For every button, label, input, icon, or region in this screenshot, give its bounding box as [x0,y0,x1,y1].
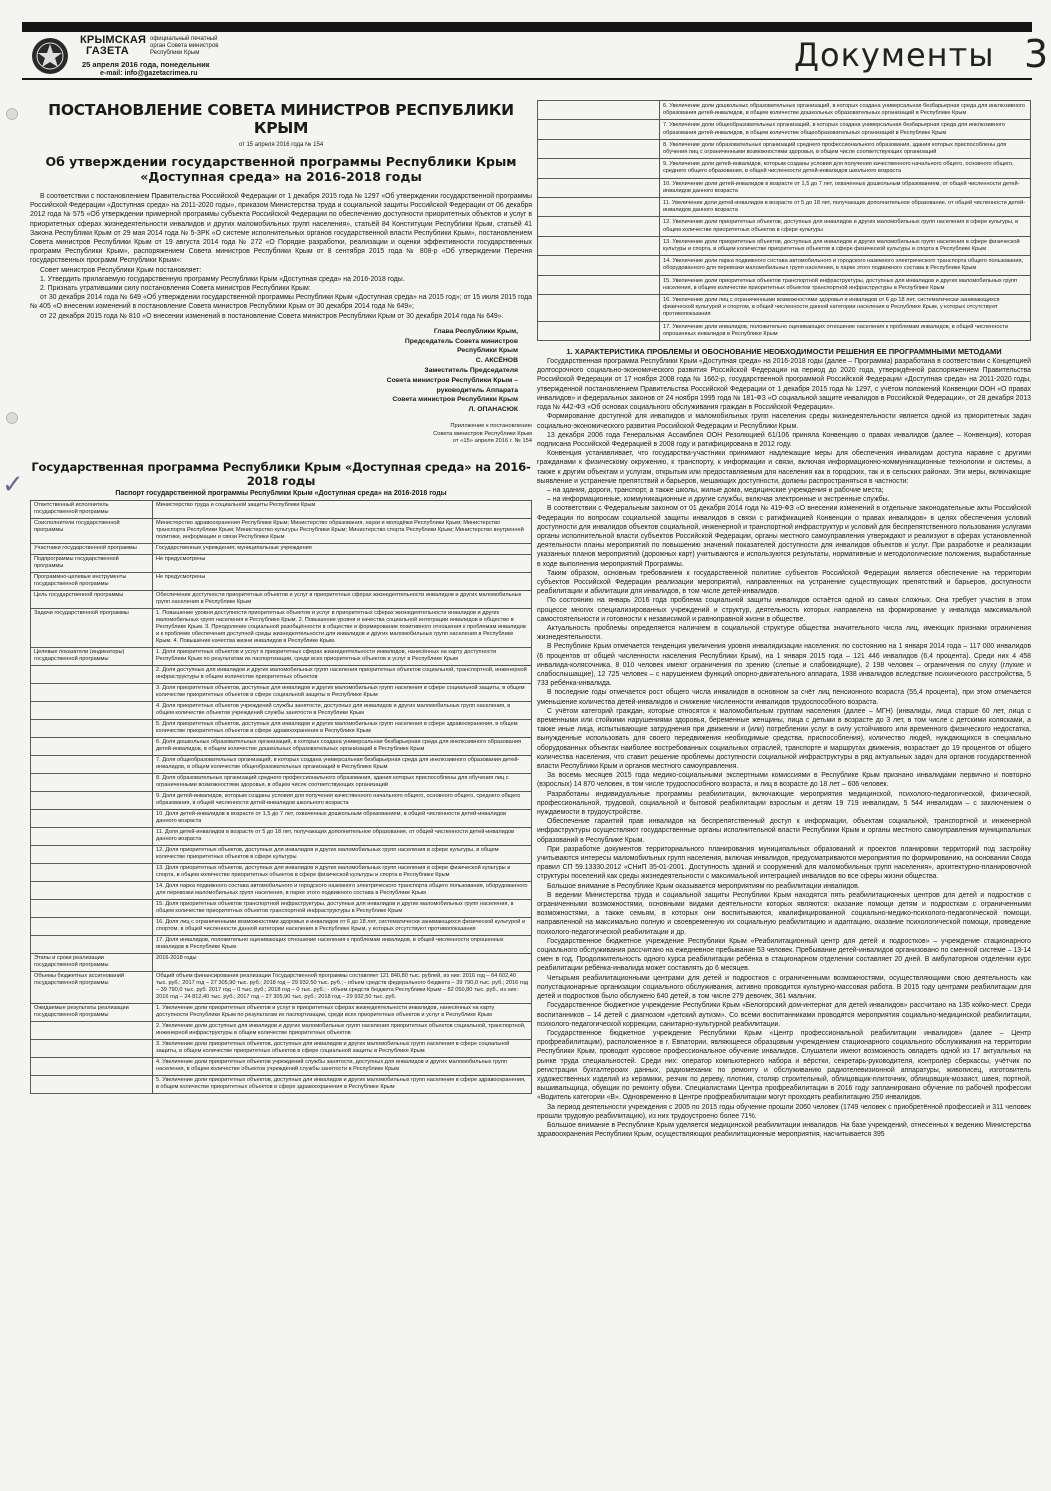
row-value: 13. Увеличение доли приоритетных объектов, доступных для инвалидов и других маломобильных групп населения в сфере физической культуры и спорта, в общем количестве приоритетных объектов в сфере физической культуры и спорта в Республике Крым [660,236,1031,255]
table-row [538,101,1031,120]
table-row [31,1003,532,1021]
row-value: 6. Доля дошкольных образовательных организаций, в которых создана универсальная безбарьерная среда для инклюзивного образования детей-инвалидов, в общем количестве дошкольных образовательных организаций в Республике Крым [153,737,532,755]
row-label [31,845,153,863]
contact-email[interactable]: e-mail: info@gazetacrimea.ru [100,70,198,77]
section-title: Документы [794,36,995,74]
row-value: 4. Увеличение доли приоритетных объектов учреждений службы занятости, доступных для инвалидов и других маломобильных групп населения, в общем количестве объектов учреждений службы занятости в Республике Крым [153,1057,532,1075]
table-row [31,608,532,647]
table-row [31,737,532,755]
row-value: 16. Увеличение доли лиц с ограниченными возможностями здоровья и инвалидов от 6 до 18 лет, систематически занимающихся физической культурой и спортом, в общей численности данной категории населения в Республике Крым, у которых отсутствуют противопоказания [660,295,1031,322]
row-label [31,791,153,809]
binder-hole [6,412,18,424]
row-label: Подпрограммы государственной программы [31,554,153,572]
section-paragraph: Государственное бюджетное учреждение Республики Крым «Центр профессиональной реабилитации инвалидов» (далее – Центр профреабилитации), расположенное в г. Евпатории, являющееся образцовым учреждением стационарного социального обслуживания на территории Республики Крым, проводит курсовое профессиональное обучение инвалидов. Слушатели имеют возможность овладеть одной из 17 актуальных на рынке труда специальностей. Среди них: оператор компьютерного набора и вёрстки, секретарь-руководителя, контролёр сберкассы, учётчик по регистрации бухгалтерских данных, радиомеханик по ремонту и обслуживанию радиотелевизионной аппаратуры, живописец, изготовитель художественных изделий из керамики, резчик по дереву, плотник, столяр строительный, облицовщик-плиточник, облицовщик-мозаист, швея, портной, вышивальщица, обувщик по ремонту обуви. Специалистами Центра профреабилитации в 2016 году запланировано обучение по рабочей профессии «Водитель категории «В». Одновременно в Центре профреабилитации могут проходить реабилитацию 250 инвалидов. [537,1029,1031,1102]
issue-date: 25 апреля 2016 года, понедельник [82,60,210,69]
row-value: 1. Доля приоритетных объектов и услуг в приоритетных сферах жизнедеятельности инвалидов, нанесённых на карту доступности Республики Крым по результатам их паспортизации, среди всех приоритетных объектов и услуг в Республике Крым [153,647,532,665]
row-label: Объемы бюджетных ассигнований государственной программы [31,971,153,1003]
row-label [538,236,660,255]
passport-table [30,500,532,1094]
table-row [31,683,532,701]
table-row [31,500,532,518]
signature-line: Заместитель Председателя [424,367,518,375]
row-value: Государственные учреждения; муниципальные учреждения [153,543,532,554]
section-paragraph: Государственное бюджетное учреждение Республики Крым «Реабилитационный центр для детей и подростков» – учреждение стационарного социального обслуживания рассчитано на ежедневное пребывание 53 человек. Пребывание детей-инвалидов организовано по сменной системе – 13-14 смен в год. Продолжительность одного курса реабилитации ребёнка в стационарном отделении составляет 20 дней. В амбулаторном отделении курс реабилитации ребёнка-инвалида может составлять до 6 месяцев. [537,937,1031,973]
table-row [31,719,532,737]
row-value: Обеспечение доступности приоритетных объектов и услуг в приоритетных сферах жизнедеятельности инвалидов и других маломобильных групп населения в Республике Крым [153,590,532,608]
table-row [31,1075,532,1093]
row-value: 2. Доля доступных для инвалидов и других маломобильных групп населения приоритетных объектов социальной, транспортной, инженерной инфраструктуры в общем количестве приоритетных объектов [153,665,532,683]
table-row [31,899,532,917]
row-label [538,256,660,275]
row-value: 3. Увеличение доли приоритетных объектов, доступных для инвалидов и других маломобильных групп населения в сфере социальной защиты, в общем количестве приоритетных объектов в сфере социальной защиты в Республике Крым [153,1039,532,1057]
section-paragraph: Разработаны индивидуальные программы реабилитации, включающие мероприятия медицинской, психолого-педагогической, физической, профессиональной, трудовой, социальной и бытовой реабилитации взрослым и детям 19 719 инвалидам, 5 544 инвалидам – с заключением о нуждаемости в трудоустройстве. [537,790,1031,817]
row-value: 7. Доля общеобразовательных организаций, в которых создана универсальная безбарьерная среда для инклюзивного образования детей-инвалидов, в общем количестве общеобразовательных организаций в Республике Крым [153,755,532,773]
binder-hole [6,108,18,120]
section-paragraph: По состоянию на январь 2016 года проблема социальной защиты инвалидов остаётся одной из самых сложных. Она требует участия в этом процессе многих специализированных учреждений и структур, деятельность которых направлена на формирование у инвалида максимальной самостоятельности и готовности к независимой и равноправной жизни в обществе. [537,597,1031,623]
table-row [31,881,532,899]
section-paragraph: При разработке документов территориального планирования муниципальных образований и проектов планировки территорий под застройку учитываются интересы маломобильных групп населения, включая инвалидов, предусматриваются мероприятия по формированию, на основании Свода правил СП 59.13330.2012 «СНиП 35-01-2001. Доступность зданий и сооружений для маломобильных групп населения», архитектурно-планировочной структуры поселений как среды жизнедеятельности с максимальной интеграцией инвалидов во все сферы жизни общества. [537,845,1031,881]
row-label [538,275,660,294]
table-row [31,845,532,863]
table-row [538,178,1031,197]
row-label [31,863,153,881]
row-value: 10. Доля детей-инвалидов в возрасте от 1,5 до 7 лет, охваченных дошкольным образованием, в общей численности детей-инвалидов данного возраста [153,809,532,827]
resolution-subtitle: Об утверждении государственной программы Республики Крым «Доступная среда» на 2016-2018 годы [45,154,517,184]
table-row [538,139,1031,158]
passport-table-continued [537,100,1031,341]
row-label [31,773,153,791]
row-label [31,701,153,719]
row-label [538,217,660,236]
table-row [31,809,532,827]
row-label [31,881,153,899]
row-value: 2016-2018 годы [153,953,532,971]
section-paragraph: В соответствии с Федеральным законом от 01 декабря 2014 года № 419-ФЗ «О внесении изменений в отдельные законодательные акты Российской Федерации по вопросам социальной защиты инвалидов в связи с ратификацией Конвенции о правах инвалидов» в целях обеспечения условий доступности для инвалидов объектов социальной, инженерной и транспортной инфраструктур и условий для беспрепятственного пользования услугами органы исполнительной власти субъектов Российской Федерации, органы местного самоуправления утверждают и реализуют в сферах установленной деятельности планы мероприятий по повышению значений показателей доступности для инвалидов объектов и услуг. При разработке и реализации указанных планов мероприятий (дорожных карт) учитываются и используются результаты, нормативные и методологические положения, выработанные в ходе выполнения мероприятий Программы. [537,505,1031,568]
passport-title: Паспорт государственной программы Республики Крым «Доступная среда» на 2016-2018 годы [115,489,447,497]
appendix-line: от «15» апреля 2016 г. № 154 [452,438,532,445]
row-value: 12. Увеличение доли приоритетных объектов, доступных для инвалидов и других маломобильных групп населения в сфере культуры, в общем количестве приоритетных объектов в сфере культуры [660,217,1031,236]
row-label [31,737,153,755]
row-value: Общий объем финансирования реализации Государственной программы составляет 121 840,80 тыс. рублей, из них: 2016 год – 64 602,40 тыс. руб.; 2017 год – 27 305,90 тыс. руб.; 2018 год – 29 932,50 тыс. руб.; - объем средств федерального бюджета – 39 790,0 тыс. руб.; 2016 год – 39 790,0 тыс. руб. 2017 год – 0 тыс. руб.; 2018 год – 0 тыс. руб.; - объем средств бюджета Республики Крым – 82 050,80 тыс. руб., из них: 2016 год – 24 812,40 тыс. руб.; 2017 год – 27 305,90 тыс. руб.; 2018 год – 29 932,50 тыс. руб. [153,971,532,1003]
paper-name [80,35,146,57]
row-label: Цель государственной программы [31,590,153,608]
masthead-bar [22,22,1032,32]
appendix-line: Совета министров Республики Крым [433,430,532,437]
row-label [31,827,153,845]
appendix-line: Приложение к постановлению [450,423,532,430]
row-value: 6. Увеличение доли дошкольных образовательных организаций, в которых создана универсальная безбарьерная среда для инклюзивного образования детей-инвалидов, в общем количестве дошкольных образовательных организаций в Республике Крым [660,101,1031,120]
section-paragraph: За период деятельности учреждения с 2005 по 2015 годы обучение прошли 2060 человек (1749 человек с приобретённой профессией и 311 человек прошли трудовую реабилитацию), из них трудоустроено более 71%. [537,1103,1031,1120]
paper-name-line1: КРЫМСКАЯ [80,34,147,46]
row-label [538,198,660,217]
row-value: 9. Увеличение доли детей-инвалидов, которым созданы условия для получения качественного начального общего, основного общего, среднего общего образования, в общей численности детей-инвалидов школьного возраста [660,159,1031,178]
resolution-item: от 30 декабря 2014 года № 649 «Об утверждении государственной программы Республики Крым «Доступная среда» на 2015 год»; от 15 июля 2015 года № 405 «О внесении изменений в постановление Совета министров Республики Крым от 30 декабря 2014 года № 649»; [30,294,532,311]
row-label [31,683,153,701]
table-row [31,863,532,881]
row-value: 4. Доля приоритетных объектов учреждений службы занятости, доступных для инвалидов и других маломобильных групп населения, в общем количестве объектов учреждений службы занятости в Республике Крым [153,701,532,719]
section-paragraph: Государственная программа Республики Крым «Доступная среда» на 2016-2018 годы (далее – Программа) разработана в соответствии с Концепцией долгосрочного социально-экономического развития Российской Федерации на период до 2020 года, утверждённой распоряжением Правительства Российской Федерации от 17 ноября 2008 года № 1662-р, государственной программой Российской Федерации «Доступная среда» на 2011-2020 годы, утвержденной постановлением Правительства Российской Федерации от 1 декабря 2015 года № 1297, с учётом положений Конвенции ООН «О правах инвалидов» и федеральных законов от 24 ноября 1995 года № 181-ФЗ «О социальной защите инвалидов в Российской Федерации», от 28 декабря 2013 года № 442-ФЗ «Об основах социального обслуживания граждан в Российской Федерации». [537,358,1031,412]
table-row [538,256,1031,275]
row-label: Программно-целевые инструменты государственной программы [31,572,153,590]
row-value: 14. Увеличение доли парка подвижного состава автомобильного и городского наземного электрического транспорта общего пользования, оборудованного для перевозки маломобильных групп населения, в парке этого подвижного состава в Республике Крым [660,256,1031,275]
section-paragraph: Большое внимание в Республике Крым оказывается мероприятиям по реабилитации инвалидов. [547,882,860,890]
newspaper-emblem-icon [30,36,70,76]
program-title: Государственная программа Республики Крым «Доступная среда» на 2016-2018 годы [31,459,531,488]
signature-line: Председатель Совета министров [404,337,518,345]
signature-line: руководитель Аппарата [436,386,518,394]
table-row [31,647,532,665]
signature-line: Республики Крым [457,347,518,355]
table-row [31,935,532,953]
table-row [31,1057,532,1075]
resolution-title: ПОСТАНОВЛЕНИЕ СОВЕТА МИНИСТРОВ РЕСПУБЛИКИ КРЫМ [48,101,514,137]
section-paragraph: 13 декабря 2006 года Генеральная Ассамблея ООН Резолюцией 61/106 приняла Конвенцию о правах инвалидов (далее – Конвенция), которая подписана Российской Федерацией в 2008 году и ратифицирована в 2012 году. [537,431,1031,448]
table-row [538,321,1031,340]
resolution-item: 1. Утвердить прилагаемую государственную программу Республики Крым «Доступная среда» на 2016-2018 годы. [40,275,405,283]
paper-subtitle: официальный печатный орган Совета министров Республики Крым [150,36,219,56]
row-label: Целевые показатели (индикаторы) государственной программы [31,647,153,665]
table-row [31,590,532,608]
section-paragraph: С учётом категорий граждан, которые относятся к маломобильным группам населения (далее – МГН) (инвалиды, лица старше 60 лет, лица с временными или стойкими нарушениями здоровья, беременные женщины, лица с детьми в возрасте до 3 лет, в том числе с детскими колясками, а также иные лица, испытывающие затруднения при движении и (или) потреблении услуг в силу устойчивого или временного физического недостатка, вынужденные использовать для своего передвижения необходимые средства, приспособления), количество людей, нуждающихся в специально оборудованных объектах наиболее востребованных социальных отраслей, транспорте и маршрутах движения, возрастает до 19 процентов от общего количества населения, что ставит решение проблемы доступности социальной инфраструктуры в ряд актуальных задач для органов государственной власти Республики Крым и органов местного самоуправления. [537,707,1031,771]
table-row [31,518,532,543]
row-value: 5. Увеличение доли приоритетных объектов, доступных для инвалидов и других маломобильных групп населения в сфере здравоохранения, в общем количестве приоритетных объектов в сфере здравоохранения в Республике Крым [153,1075,532,1093]
row-value: 13. Доля приоритетных объектов, доступных для инвалидов и других маломобильных групп населения в сфере физической культуры и спорта, в общем количестве приоритетных объектов в сфере физической культуры и спорта в Республике Крым [153,863,532,881]
row-value: 14. Доля парка подвижного состава автомобильного и городского наземного электрического транспорта общего пользования, оборудованного для перевозки маломобильных групп населения, в парке этого подвижного состава в Республике Крым [153,881,532,899]
row-value: Министерство здравоохранения Республики Крым; Министерство образования, науки и молодёжи Республики Крым; Министерство транспорта Республики Крым; Министерство культуры Республики Крым; Министерство спорта Республики Крым; Министерство внутренней политики, информации и связи Республики Крым [153,518,532,543]
row-value: 8. Доля образовательных организаций среднего профессионального образования, здания которых приспособлены для обучения лиц с ограниченными возможностями здоровья, в общем числе соответствующих организаций [153,773,532,791]
section-paragraph: Государственное бюджетное учреждение Республики Крым «Белогорский дом-интернат для детей инвалидов» рассчитано на 135 койко-мест. Среди воспитанников – 14 детей с диагнозом «детский аутизм». Со всеми воспитанниками проводятся мероприятия социально-медицинской реабилитации, психолого-педагогической коррекции, санитарно-культурной реабилитации. [537,1002,1031,1028]
masthead [22,32,1049,80]
row-label [31,935,153,953]
resolution-intro: В соответствии с постановлением Правительства Российской Федерации от 1 декабря 2015 года № 1297 «Об утверждении государственной программы Российской Федерации «Доступная среда» на 2011-2020 годы», приказом Министерства труда и социальной защиты Российской Федерации от 06 декабря 2012 года № 575 «Об утверждении примерной программы субъекта Российской Федерации по обеспечению доступности приоритетных объектов и услуг в приоритетных сферах жизнедеятельности инвалидов и других маломобильных групп населения», статьёй 84 Конституции Республики Крым, статьёй 41 Закона Республики Крым от 29 мая 2014 года № 5-ЗРК «О системе исполнительных органов государственной власти Республики Крым», постановлением Совета министров Республики Крым от 19 августа 2014 года № 272 «О Порядке разработки, реализации и оценки эффективности государственных программ Республики Крым», распоряжением Совета министров Республики Крым от 8 сентября 2015 года № 808-р «Об утверждении Перечня государственных программ Республики Крым»: [30,193,532,265]
table-row [31,827,532,845]
section-paragraph: В последние годы отмечается рост общего числа инвалидов в основном за счёт лиц пенсионного возраста (55,4 процента), при этом отмечается уменьшение количества детей-инвалидов и снижение численности инвалидов трудоспособного возраста. [537,689,1031,706]
section-paragraph: Обеспечение гарантий прав инвалидов на беспрепятственный доступ к информации, объектам социальной, транспортной и инженерной инфраструктуры осуществляют государственные органы исполнительной власти Республики Крым и органы местного самоуправления муниципальных образований в Республике Крым. [537,818,1031,844]
row-value: 3. Доля приоритетных объектов, доступных для инвалидов и других маломобильных групп населения в сфере социальной защиты, в общем количестве приоритетных объектов в сфере социальной защиты в Республике Крым [153,683,532,701]
row-value: Министерство труда и социальной защиты Республики Крым [153,500,532,518]
row-label [31,1021,153,1039]
row-value: 9. Доля детей-инвалидов, которым созданы условия для получения качественного начального общего, основного общего, среднего общего образования, в общей численности детей-инвалидов школьного возраста [153,791,532,809]
row-value: 2. Увеличение доли доступных для инвалидов и других маломобильных групп населения приоритетных объектов социальной, транспортной, инженерной инфраструктуры в общем количестве приоритетных объектов [153,1021,532,1039]
signature-line: Совета министров Республики Крым [392,396,518,404]
signature-line: Глава Республики Крым, [433,327,518,335]
row-label [31,1057,153,1075]
table-row [31,755,532,773]
section-paragraph: За восемь месяцев 2015 года медико-социальными экспертными комиссиями в Республике Крым признано инвалидами первично и повторно (взрослых) 14 870 человек, в том числе трудоспособного возраста, и лиц в возрасте до 18 лет – 606 человек. [537,772,1031,789]
table-row [31,543,532,554]
row-label [31,809,153,827]
section-paragraph: Конвенция устанавливает, что государства-участники принимают надлежащие меры для обеспечения инвалидам доступа наравне с другими гражданами к физическому окружению, к транспорту, к информации и связи, включая информационно-коммуникационные технологии и системы, а также к другим объектам и услугам, открытым или предоставляемым для населения как в городских, так и в сельских районах. Эти меры, включающие выявление и устранение препятствий и барьеров, мешающих доступности, должны распространяться в частности: [537,450,1031,485]
row-value: 11. Увеличение доли детей-инвалидов в возрасте от 5 до 18 лет, получающих дополнительное образование, от общей численности детей-инвалидов данного возраста [660,198,1031,217]
section-paragraph: Формирование доступной для инвалидов и маломобильных групп населения среды жизнедеятельности является одной из приоритетных задач социально-экономического развития Российской Федерации и Республики Крым. [537,413,1031,430]
appendix-note [30,423,532,446]
row-value: 5. Доля приоритетных объектов, доступных для инвалидов и других маломобильных групп населения в сфере здравоохранения, в общем количестве приоритетных объектов в сфере здравоохранения в Республике Крым [153,719,532,737]
row-value: 15. Увеличение доли приоритетных объектов транспортной инфраструктуры, доступных для инвалидов и других маломобильных групп населения, в общем количестве приоритетных объектов транспортной инфраструктуры в Республике Крым [660,275,1031,294]
right-column [537,100,1031,1139]
handwritten-check-mark: ✓ [2,470,24,500]
row-label: Участники государственной программы [31,543,153,554]
table-row [31,572,532,590]
row-label: Ответственный исполнитель государственной программы [31,500,153,518]
section-paragraph: В ведении Министерства труда и социальной защиты Республики Крым находятся пять реабилитационных центров для детей и подростков с ограниченными возможностями, основными видами деятельности которых являются: оказание помощи детям и подросткам с ограниченными возможностями, а также семьям, в которых они воспитываются, квалифицированной социально-медико-психолого-педагогической помощи, направленной на максимально полную и своевременную их социальную реабилитацию и адаптацию, оказание психологической помощи, проведение психолого-педагогической реабилитации и др. [537,891,1031,936]
table-row [31,665,532,683]
paper-name-line2: ГАЗЕТА [86,45,129,57]
row-label [31,1039,153,1057]
row-value: 17. Увеличение доли инвалидов, положительно оценивающих отношение населения к проблемам инвалидов, в общей численности опрошенных инвалидов в Республике Крым [660,321,1031,340]
table-row [538,295,1031,322]
table-row [31,953,532,971]
row-label: Задачи государственной программы [31,608,153,647]
row-label [538,120,660,139]
table-row [538,236,1031,255]
section-paragraph: Большое внимание в Республике Крым уделяется медицинской реабилитации инвалидов. На базе учреждений, отнесенных к ведению Министерства здравоохранения Республики Крым, осуществляющих реабилитационные мероприятия, насчитывается 395 [537,1121,1031,1139]
row-value: 1. Повышение уровня доступности приоритетных объектов и услуг в приоритетных сферах жизнедеятельности инвалидов и других маломобильных групп населения в Республике Крым. 2. Повышение уровня и качества социальной интеграции инвалидов в общество в Республике Крым. 3. Преодоление социальной разобщённости в обществе и формирование позитивного отношения к проблемам инвалидов и к проблеме обеспечения доступной среды жизнедеятельности для инвалидов и других маломобильных групп населения в Республике Крым. 4. Повышение качества жизни инвалидов в Республике Крым. [153,608,532,647]
resolution-date: от 15 апреля 2016 года № 154 [238,142,324,148]
table-row [538,275,1031,294]
row-label: Этапы и сроки реализации государственной программы [31,953,153,971]
section-heading: 1. ХАРАКТЕРИСТИКА ПРОБЛЕМЫ И ОБОСНОВАНИЕ НЕОБХОДИМОСТИ РЕШЕНИЯ ЕЕ ПРОГРАММНЫМИ МЕТОДАМИ [566,347,1002,357]
resolution-item: Совет министров Республики Крым постановляет: [40,266,202,274]
row-label [31,917,153,935]
signature-line: Совета министров Республики Крым – [386,376,518,384]
table-row [31,554,532,572]
left-column [30,100,532,1094]
row-value: 1. Увеличение доли приоритетных объектов и услуг в приоритетных сферах жизнедеятельности инвалидов, нанесённых на карту доступности Республики Крым по результатам их паспортизации, среди всех приоритетных объектов и услуг в Республике Крым [153,1003,532,1021]
signature-line: Л. ОПАНАСЮК [468,406,518,414]
row-value: 11. Доля детей-инвалидов в возрасте от 5 до 18 лет, получающих дополнительное образование, от общей численности детей-инвалидов данного возраста [153,827,532,845]
section-paragraph: Четырьмя реабилитационными центрами для детей и подростков с ограниченными возможностями, осуществляющими свою деятельность как полустационарные организации социального обслуживания, активно проводится культурно-массовая работа. В 2015 году центрами реабилитации для детей и подростков было обслужено 640 детей, в том числе 279 девочек, 361 мальчик. [537,974,1031,1001]
row-label [31,1075,153,1093]
row-value: 10. Увеличение доли детей-инвалидов в возрасте от 1,5 до 7 лет, охваченных дошкольным образованием, от общей численности детей-инвалидов данного возраста [660,178,1031,197]
section-paragraph: – на здания, дороги, транспорт, а также школы, жилые дома, медицинские учреждения и рабочие места; [547,486,884,494]
row-label [538,139,660,158]
row-value: 17. Доля инвалидов, положительно оценивающих отношение населения к проблемам инвалидов, в общей численности опрошенных инвалидов в Республике Крым [153,935,532,953]
table-row [31,1039,532,1057]
row-label [538,295,660,322]
table-row [538,198,1031,217]
section-paragraph: Актуальность проблемы определяется наличием в социальной структуре общества значительного числа лиц, имеющих признаки ограничения жизнедеятельности. [537,624,1031,642]
resolution-item: 2. Признать утратившими силу постановления Совета министров Республики Крым: [40,285,311,293]
row-label [31,719,153,737]
table-row [31,971,532,1003]
signature-line: С. АКСЁНОВ [475,357,518,365]
row-label [31,899,153,917]
table-row [31,1021,532,1039]
section-body [537,357,1031,1139]
section-paragraph: Таким образом, основным требованием к государственной политике субъектов Российской Федерации является обеспечение на территории субъектов Российской Федерации реализации мероприятий, направленных на устранение существующих препятствий и барьеров, доступности реабилитации и абилитации для инвалидов, в том числе детей-инвалидов. [537,569,1031,596]
section-paragraph: В Республике Крым отмечается тенденция увеличения уровня инвалидизации населения: по состоянию на 1 января 2014 года – 117 000 инвалидов (6 процентов от общей численности населения Республики Крым), на 1 января 2015 года – 121 446 инвалидов (6,4 процента). Среди них 4 458 инвалида-колясочника, 8 010 человек имеют ограничения по зрению (слепые и слабовидящие), 2 198 человек – ограничения по слуху (глухие и слабослышащие), 12 725 человек – с нарушением функций опорно-двигательного аппарата, 1938 инвалидов вследствие психического расстройства, 5 733 ребёнка-инвалида. [537,643,1031,688]
row-value: 15. Доля приоритетных объектов транспортной инфраструктуры, доступных для инвалидов и других маломобильных групп населения, в общем количестве приоритетных объектов транспортной инфраструктуры в Республике Крым [153,899,532,917]
row-value: 12. Доля приоритетных объектов, доступных для инвалидов и других маломобильных групп населения в сфере культуры, в общем количестве приоритетных объектов в сфере культуры [153,845,532,863]
row-value: 8. Увеличение доли образовательных организаций среднего профессионального образования, здания которых приспособлены для обучения лиц с ограниченными возможностями здоровья, в общем числе соответствующих организаций [660,139,1031,158]
row-value: Не предусмотрены [153,572,532,590]
row-label [538,178,660,197]
table-row [538,120,1031,139]
row-label [538,321,660,340]
row-label [31,665,153,683]
row-value: 7. Увеличение доли общеобразовательных организаций, в которых создана универсальная безбарьерная среда для инклюзивного образования детей-инвалидов, в общем количестве общеобразовательных организаций в Республике Крым [660,120,1031,139]
table-row [31,791,532,809]
row-label: Соисполнители государственной программы [31,518,153,543]
row-value: Не предусмотрены [153,554,532,572]
page-number: 3 [1024,32,1049,76]
row-label: Ожидаемые результаты реализации государственной программы [31,1003,153,1021]
table-row [31,773,532,791]
row-label [538,159,660,178]
table-row [31,917,532,935]
table-row [538,217,1031,236]
row-label [31,755,153,773]
table-row [31,701,532,719]
row-value: 16. Доля лиц с ограниченными возможностями здоровья и инвалидов от 6 до 18 лет, систематически занимающихся физической культурой и спортом, в общей численности данной категории населения в Республике Крым, у которых отсутствуют противопоказания [153,917,532,935]
table-row [538,159,1031,178]
signature-block [30,327,532,415]
resolution-item: от 22 декабря 2015 года № 810 «О внесении изменений в постановление Совета министров Республики Крым от 30 декабря 2014 года № 649». [40,312,504,320]
section-paragraph: – на информационные, коммуникационные и другие службы, включая электронные и экстренные службы. [547,496,890,504]
row-label [538,101,660,120]
